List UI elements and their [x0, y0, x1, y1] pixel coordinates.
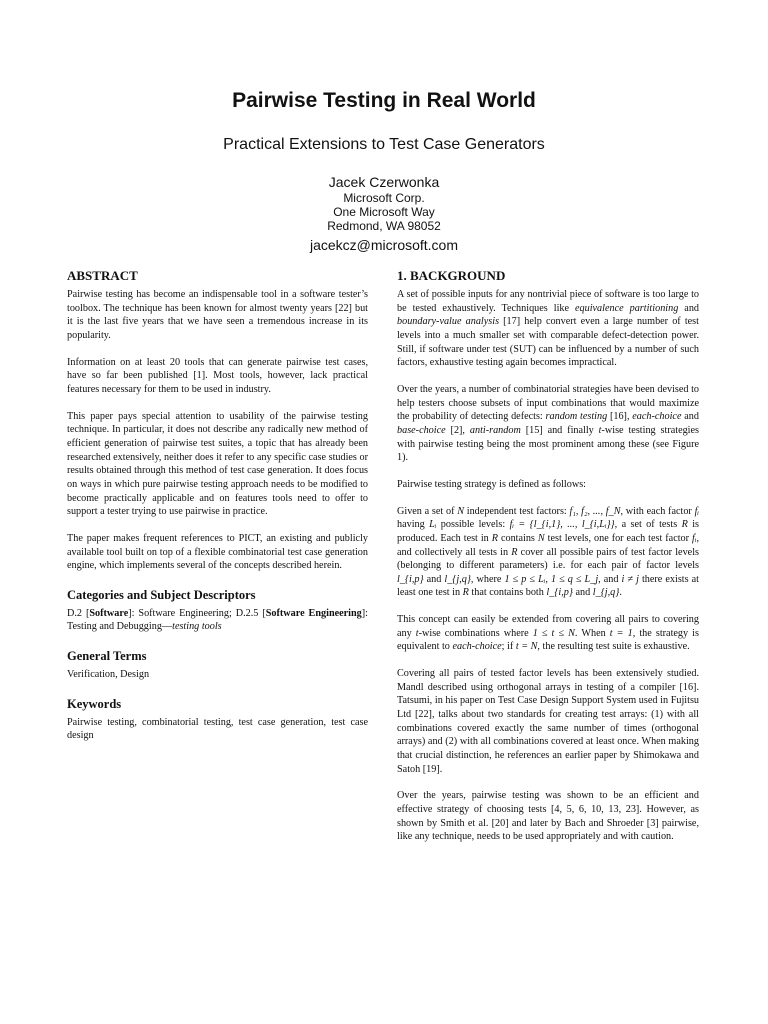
- paper-title: Pairwise Testing in Real World: [232, 89, 536, 112]
- categories-bold-1: Software: [89, 607, 129, 619]
- background-paragraph-3: Pairwise testing strategy is defined as follows:: [397, 478, 587, 490]
- math-t-equals-1: t = 1: [609, 627, 633, 639]
- text-run: -wise combinations where: [418, 627, 533, 639]
- text-run: independent test factors:: [464, 505, 570, 517]
- text-run: and: [572, 587, 593, 599]
- term-anti-random: anti-random: [469, 424, 521, 436]
- author-name: Jacek Czerwonka: [328, 174, 440, 190]
- text-run: contains: [497, 532, 538, 544]
- affiliation-line-2: One Microsoft Way: [333, 205, 435, 219]
- text-run: cover all possible pairs of test factor levels (belonging to different parameters) i.e. for each pair of factor levels: [397, 546, 699, 572]
- math-factor-list: f₁, f₂, ..., f_N: [569, 505, 621, 517]
- text-run: A set of possible inputs for any nontrivial piece of software is too large to be tested exhaustively. Techniques like: [397, 289, 699, 314]
- text-run: [2],: [445, 424, 470, 436]
- term-base-choice: base-choice: [397, 424, 446, 436]
- general-terms-heading: General Terms: [67, 649, 147, 664]
- text-run: possible levels:: [436, 519, 510, 531]
- text-run: there exists at least one test in: [397, 573, 699, 599]
- text-run: [17] help convert even a large number of test levels into a much smaller set with comparable defect-detection power. Still, if software under test (SUT) can be influenced by a number of such factors, exhaustive testing again becomes impractical.: [397, 316, 699, 369]
- math-t: t: [415, 627, 419, 639]
- affiliation-line-3: Redmond, WA 98052: [327, 219, 441, 233]
- general-terms-text: Verification, Design: [67, 669, 150, 681]
- text-run: , with each factor: [620, 505, 695, 517]
- text-run: , a set of tests: [614, 519, 682, 531]
- math-t: t: [598, 424, 602, 436]
- term-random-testing: random testing: [545, 411, 608, 423]
- text-run: This concept can easily be extended from covering all pairs to covering any: [397, 614, 699, 639]
- math-condition-2: i ≠ j: [621, 573, 639, 585]
- categories-bold-2: Software Engineering: [265, 607, 362, 619]
- abstract-paragraph-1: Pairwise testing has become an indispensable tool in a software tester’s toolbox. The technique has been known for almost twenty years [22] but it is the last five years that we have seen a tremendous increase in its popularity.: [67, 289, 368, 341]
- abstract-paragraph-4: The paper makes frequent references to PICT, an existing and publicly available tool built on top of a flexible combinatorial test case generation engine, which implements several of the concepts described herein.: [67, 532, 368, 572]
- background-paragraph-4: [397, 505, 699, 601]
- math-Li: Lᵢ: [429, 519, 437, 531]
- math-fi-set: fᵢ = {l_{i,1}, ..., l_{i,Lᵢ}}: [509, 519, 615, 531]
- abstract-paragraph-2: Information on at least 20 tools that can generate pairwise test cases, have so far been published [1]. Most tools, however, lack practical features necessary for them to be used in industry.: [67, 356, 368, 395]
- abstract-heading: ABSTRACT: [67, 268, 138, 283]
- background-heading: 1. BACKGROUND: [397, 268, 506, 283]
- text-run: .: [619, 587, 622, 599]
- math-lip: l_{i,p}: [397, 573, 424, 585]
- author-email: jacekcz@microsoft.com: [309, 237, 459, 253]
- text-run: , where: [470, 573, 505, 585]
- text-run: -wise testing strategies with pairwise testing being the most prominent among these (see Figure 1).: [397, 424, 700, 464]
- math-fi: fᵢ: [692, 532, 697, 544]
- paper-subtitle: Practical Extensions to Test Case Generators: [223, 136, 545, 153]
- keywords-text: Pairwise testing, combinatorial testing, test case generation, test case design: [67, 716, 368, 742]
- text-run: . When: [574, 627, 610, 639]
- categories-mid: ]: Software Engineering; D.2.5 [: [128, 607, 266, 619]
- math-R: R: [681, 519, 688, 531]
- right-column: [397, 266, 699, 844]
- text-run: and: [423, 573, 445, 585]
- text-run: that contains both: [468, 587, 547, 599]
- text-run: test levels, one for each test factor: [544, 532, 692, 544]
- keywords-heading: Keywords: [67, 696, 122, 711]
- math-N: N: [537, 532, 545, 544]
- background-paragraph-5: [397, 613, 699, 654]
- paper-header: [0, 86, 768, 254]
- text-run: , and collectively all tests in: [397, 532, 699, 558]
- background-paragraph-7: Over the years, pairwise testing was shown to be an efficient and effective strategy of choosing tests [4, 5, 6, 10, 13, 23]. However, as shown by Smith et al. [20] and later by Bach and Shroeder [3] pairwise, like any technique, needs to be used appropriately and with caution.: [397, 790, 699, 843]
- left-column: [67, 266, 368, 743]
- background-paragraph-6: Covering all pairs of tested factor levels has been extensively studied. Mandl described using orthogonal arrays in testing of a compiler [16]. Tatsumi, in his paper on Test Case Design Support System used in Fujitsu Ltd [22], talks about two standards for creating test arrays: (1) with all combinations covered exactly the same number of times (orthogonal arrays) and (2) with all combinations covered at least once. When making that crucial distinction, he references an earlier paper by Shimokawa and Satoh [19].: [397, 668, 699, 775]
- categories-italic: testing tools: [172, 621, 222, 633]
- text-run: and: [678, 302, 700, 314]
- categories-text: [67, 607, 368, 634]
- text-run: having: [397, 519, 430, 531]
- math-ljq: l_{j,q}: [592, 587, 620, 599]
- text-run: , the strategy is equivalent to: [397, 627, 699, 653]
- math-t-condition: 1 ≤ t ≤ N: [532, 627, 575, 639]
- math-t-equals-N: t = N: [515, 641, 538, 653]
- author-block: [0, 174, 768, 254]
- text-run: Over the years, a number of combinatorial strategies have been devised to help testers choose subsets of input combinations that would maximize the probability of detecting defects:: [397, 383, 699, 423]
- term-equivalence-partitioning: equivalence partitioning: [575, 302, 679, 314]
- text-run: and: [681, 411, 699, 423]
- categories-tail: ]: Testing and Debugging—: [67, 607, 368, 633]
- text-run: [15] and finally: [520, 424, 599, 436]
- math-R: R: [462, 587, 469, 599]
- text-run: [16],: [607, 411, 633, 423]
- background-paragraph-2: [397, 383, 699, 465]
- math-lip: l_{i,p}: [546, 587, 573, 599]
- background-paragraph-1: [397, 288, 699, 370]
- text-run: , the resulting test suite is exhaustive.: [537, 641, 690, 653]
- term-boundary-value-analysis: boundary-value analysis: [397, 316, 500, 328]
- categories-code-1: D.2 [: [67, 607, 90, 619]
- affiliation-line-1: Microsoft Corp.: [343, 191, 425, 205]
- categories-heading: Categories and Subject Descriptors: [67, 587, 256, 602]
- text-run: is produced. Each test in: [397, 519, 699, 544]
- math-N: N: [457, 505, 465, 517]
- math-fi: fᵢ: [694, 505, 700, 517]
- abstract-paragraph-3: This paper pays special attention to usability of the pairwise testing technique. In particular, it does not describe any radically new method of efficient generation of pairwise test suites, a topic that has already been researched extensively, neither does it refer to any specific case studies or results obtained through this method of test case generation. It does focus on ways in which pure pairwise testing approach needs to be modified to become practically applicable and on features tools need to offer to support a tester trying to use pairwise in practice.: [67, 410, 368, 518]
- math-R: R: [511, 546, 518, 558]
- text-run: ; if: [501, 641, 516, 653]
- math-ljq: l_{j,q}: [444, 573, 471, 585]
- text-run: Given a set of: [397, 505, 458, 517]
- math-condition-1: 1 ≤ p ≤ Lᵢ, 1 ≤ q ≤ L_j: [504, 573, 599, 585]
- text-run: , and: [598, 573, 622, 585]
- term-each-choice: each-choice: [632, 411, 682, 423]
- math-R: R: [491, 532, 498, 544]
- term-each-choice: each-choice: [452, 641, 502, 653]
